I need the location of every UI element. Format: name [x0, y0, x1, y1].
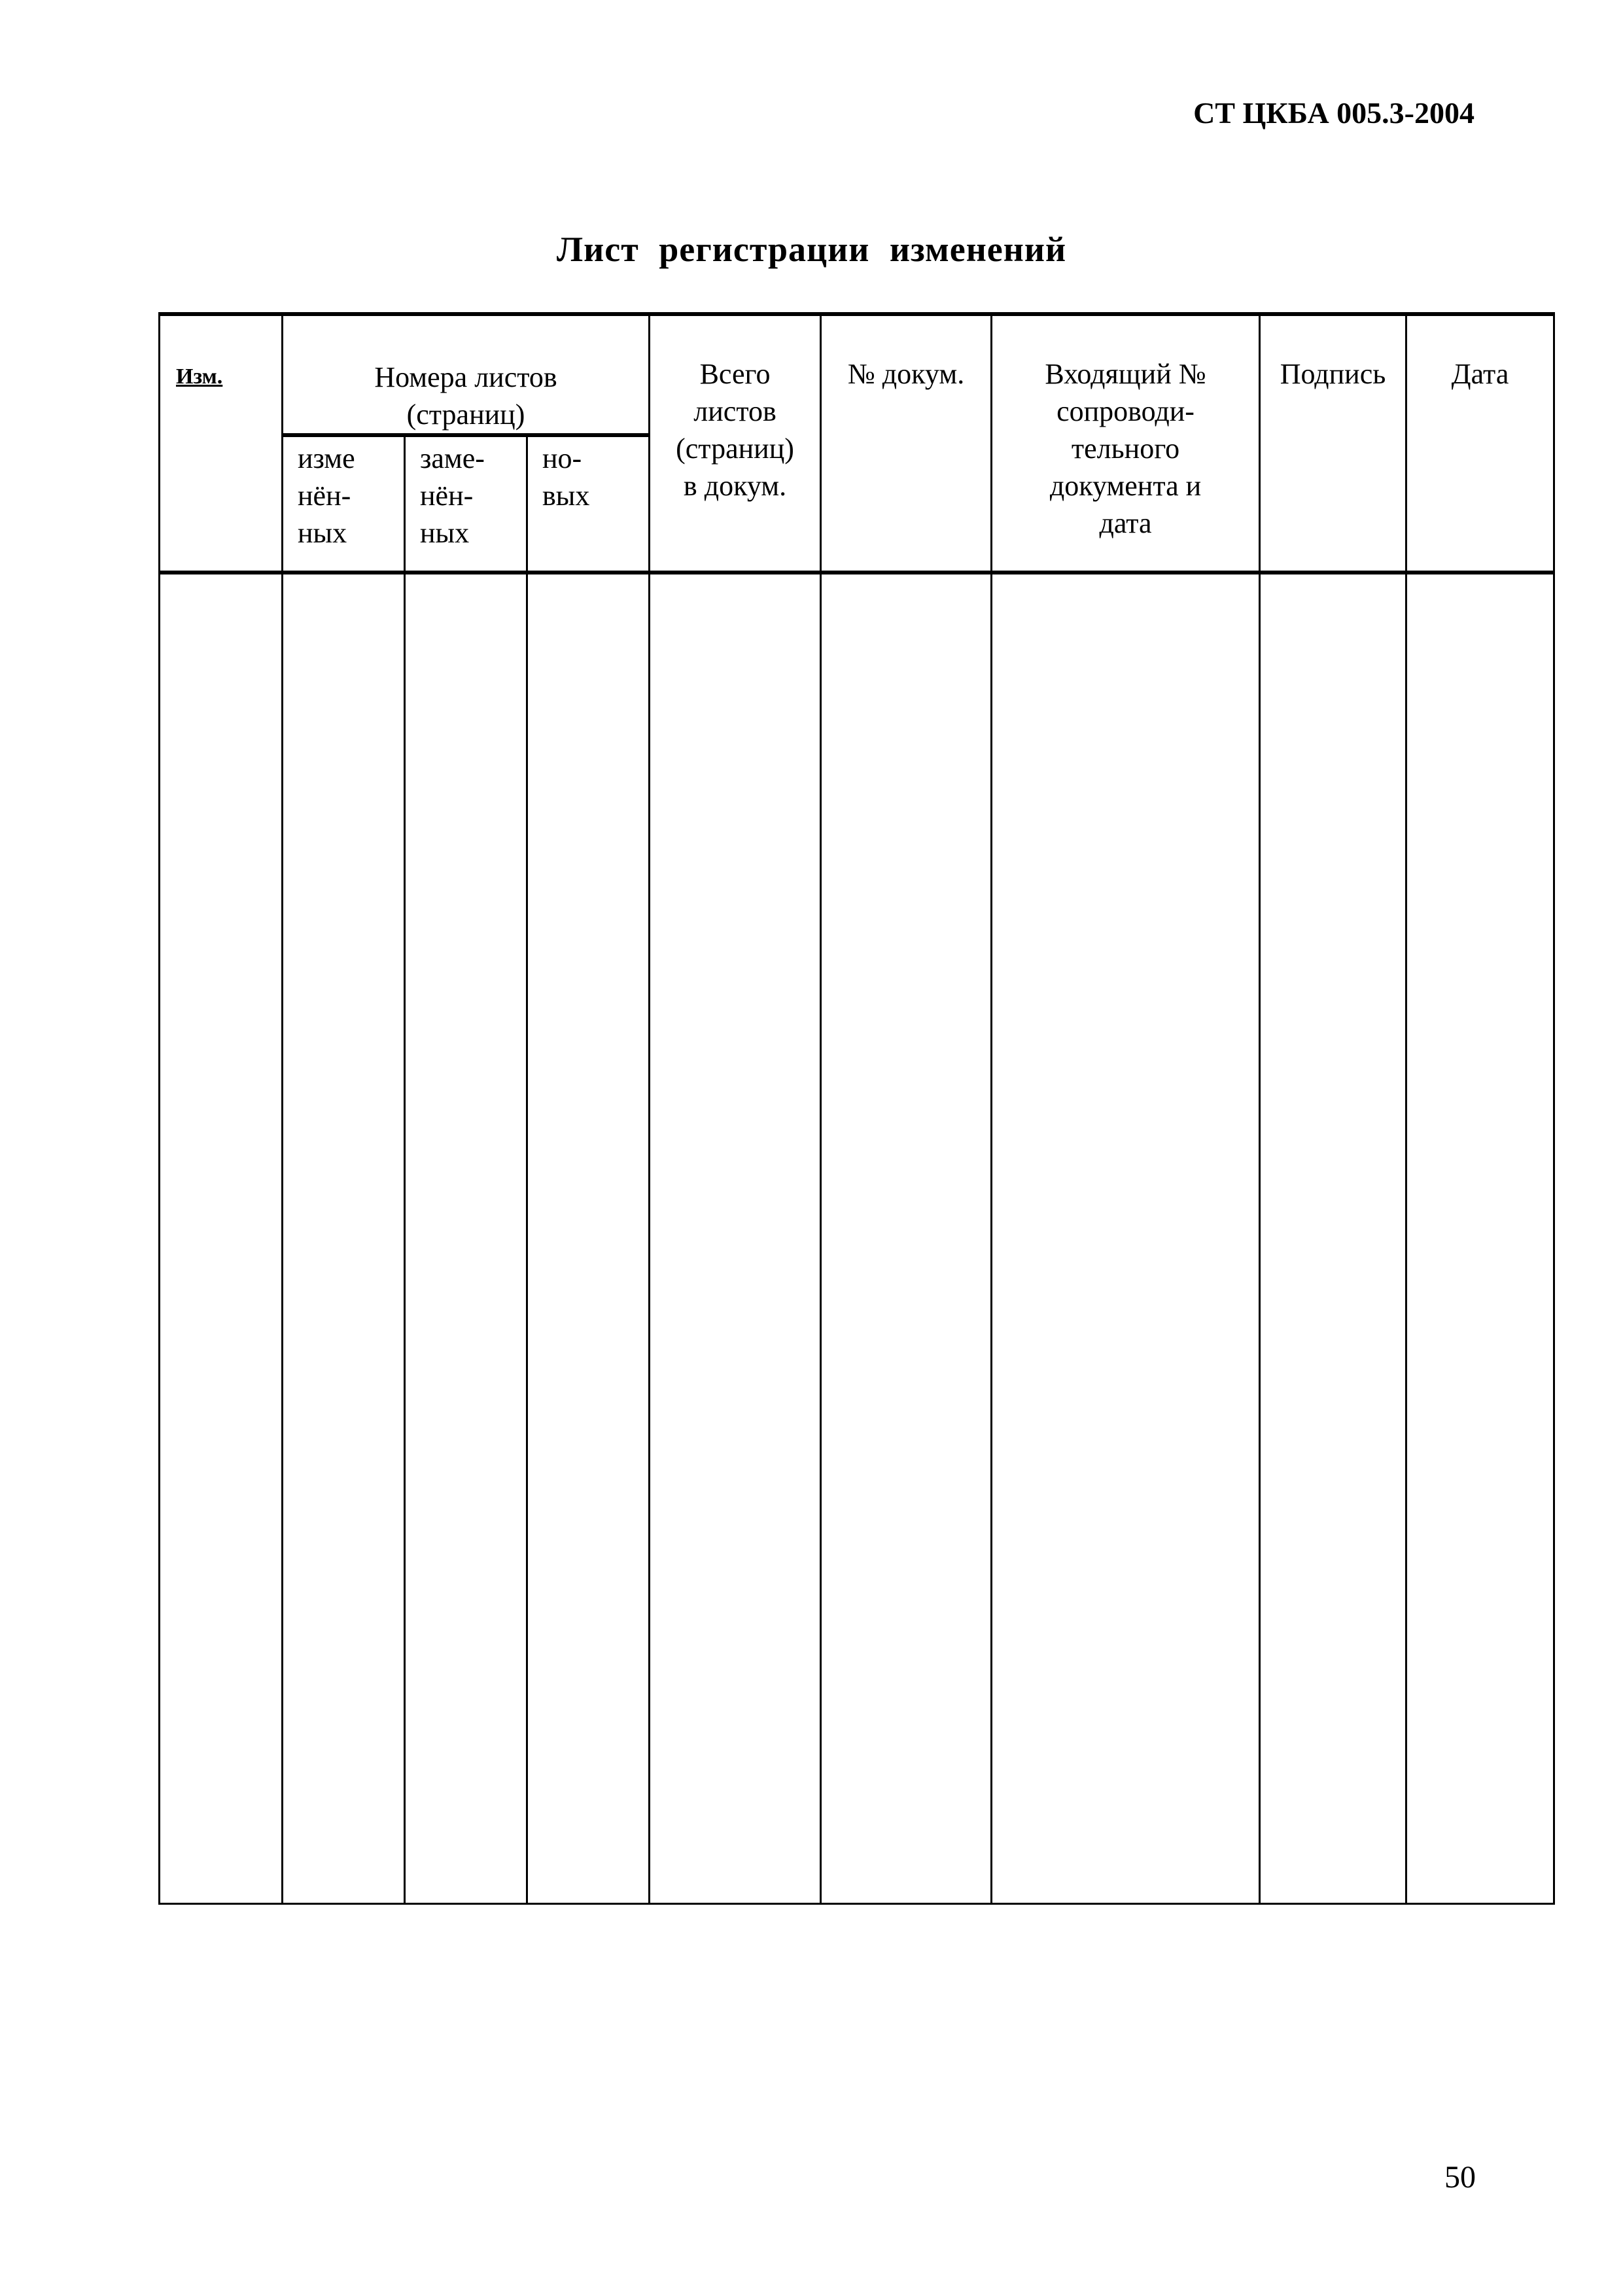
page-title	[0, 229, 1623, 270]
header-cell-izm	[160, 314, 283, 573]
title-word-1: Лист	[556, 230, 639, 269]
header-cell-replaced	[405, 435, 527, 573]
date-label: Дата	[1451, 358, 1509, 390]
total-sheets-line: Всего	[699, 358, 771, 390]
header-cell-sheet-numbers	[283, 314, 650, 435]
table-cell-izm[interactable]	[160, 573, 283, 1904]
change-registration-table	[158, 312, 1555, 1905]
title-word-3: изменений	[889, 230, 1067, 269]
sheet-numbers-label-line2: (страниц)	[406, 398, 525, 431]
changed-line: изме	[298, 442, 355, 474]
header-cell-changed	[283, 435, 405, 573]
replaced-line: ных	[420, 517, 470, 549]
table-cell-changed[interactable]	[283, 573, 405, 1904]
header-izm-label: Изм.	[176, 364, 223, 389]
incoming-line: сопроводи-	[1056, 395, 1195, 427]
table-row-empty	[160, 573, 1554, 1904]
header-cell-doc-number	[821, 314, 992, 573]
header-cell-date	[1406, 314, 1554, 573]
changed-line: нён-	[298, 480, 351, 512]
document-code: СТ ЦКБА 005.3-2004	[1193, 96, 1475, 130]
total-sheets-line: листов	[693, 395, 777, 427]
replaced-line: нён-	[420, 480, 474, 512]
header-row-top	[160, 314, 1554, 435]
total-sheets-line: в докум.	[683, 470, 787, 502]
table-cell-date[interactable]	[1406, 573, 1554, 1904]
header-cell-total-sheets	[650, 314, 821, 573]
table-cell-doc-number[interactable]	[821, 573, 992, 1904]
header-cell-signature	[1260, 314, 1406, 573]
table-cell-incoming-number[interactable]	[992, 573, 1260, 1904]
signature-label: Подпись	[1280, 358, 1386, 390]
table-cell-replaced[interactable]	[405, 573, 527, 1904]
page-number: 50	[1444, 2160, 1476, 2195]
incoming-line: документа и	[1049, 470, 1202, 502]
incoming-line: тельного	[1071, 433, 1180, 465]
total-sheets-line: (страниц)	[676, 433, 794, 465]
table-cell-signature[interactable]	[1260, 573, 1406, 1904]
header-cell-new	[527, 435, 650, 573]
incoming-line: Входящий №	[1045, 358, 1206, 390]
table-cell-new[interactable]	[527, 573, 650, 1904]
sheet-numbers-label-line1: Номера листов	[374, 361, 557, 393]
title-word-2: регистрации	[659, 230, 870, 269]
new-line: вых	[542, 480, 590, 512]
table-cell-total-sheets[interactable]	[650, 573, 821, 1904]
incoming-line: дата	[1099, 507, 1152, 539]
replaced-line: заме-	[420, 442, 485, 474]
new-line: но-	[542, 442, 582, 474]
changed-line: ных	[298, 517, 347, 549]
header-cell-incoming-number	[992, 314, 1260, 573]
doc-number-label: № докум.	[847, 358, 965, 390]
